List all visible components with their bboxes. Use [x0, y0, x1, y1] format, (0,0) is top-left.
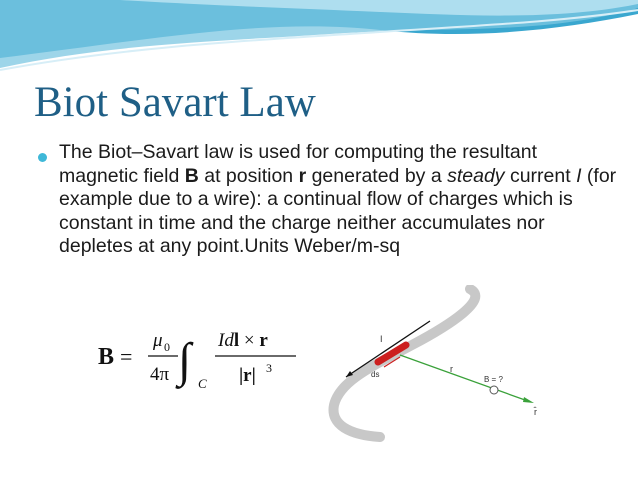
ds-label: ds — [371, 370, 380, 379]
header-wave-decoration — [0, 0, 638, 80]
body-text-part: current — [504, 164, 577, 187]
formula-num-times: × — [239, 330, 260, 351]
formula-integral-sub: C — [198, 376, 207, 391]
r-hat-label: r̂ — [534, 407, 537, 417]
slide-title: Biot Savart Law — [34, 79, 316, 126]
steady-word: steady — [447, 164, 505, 187]
r-label: r — [450, 364, 453, 374]
formula-4pi: 4π — [150, 364, 170, 385]
bullet-text — [59, 141, 619, 259]
biot-savart-diagram — [320, 285, 552, 450]
formula-b: B — [98, 344, 115, 370]
position-symbol: r — [298, 164, 307, 187]
formula-denominator-exp: 3 — [266, 361, 272, 375]
formula-equals: = — [120, 344, 133, 369]
formula-numerator — [217, 330, 268, 351]
formula-denominator: |r| — [239, 365, 256, 386]
biot-savart-formula — [98, 320, 308, 392]
formula-mu-subscript: 0 — [164, 340, 170, 354]
bullet-icon — [38, 153, 47, 162]
body-text-part: generated by a — [306, 164, 448, 187]
field-point-label: B = ? — [484, 375, 503, 384]
formula-num-l: l — [233, 330, 240, 351]
body-text-part: (for example due to a wire): a continual flow of charges which is constant in time and the charge neither accumulates nor depletes at any point.Units Weber/m-sq — [59, 164, 617, 257]
current-symbol: I — [576, 164, 582, 187]
field-point — [490, 386, 498, 394]
body-text-part: The Biot–Savart law is used for computing the resultant magnetic field — [59, 141, 537, 187]
formula-num-d: d — [224, 330, 234, 351]
body-text-part: at position — [198, 164, 299, 187]
formula-num-r: r — [259, 330, 268, 351]
formula-mu: μ — [153, 330, 163, 351]
formula-integral: ∫ — [178, 334, 192, 387]
formula-num-i: I — [218, 330, 225, 351]
field-symbol: B — [184, 164, 199, 187]
current-label: I — [380, 334, 383, 344]
